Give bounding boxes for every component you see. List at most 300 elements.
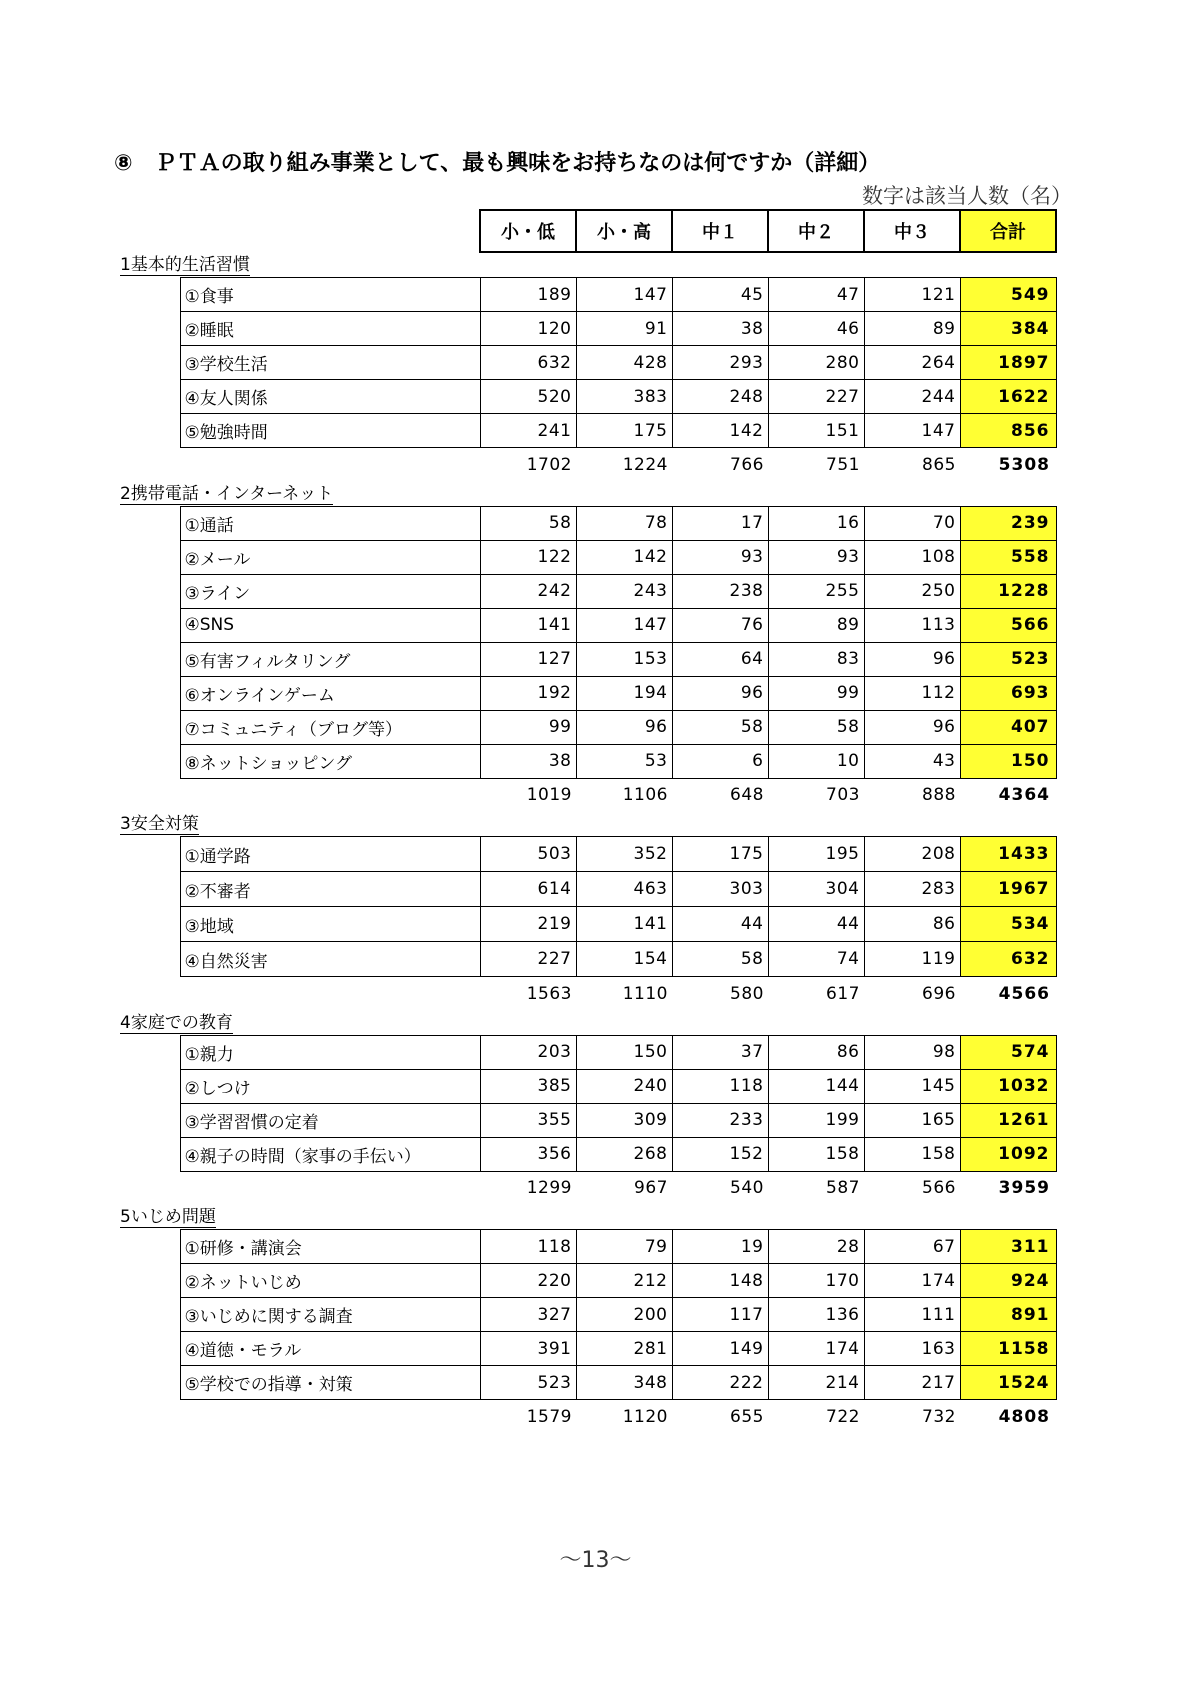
row-value: 98	[864, 1035, 960, 1069]
row-label: ④友人関係	[180, 380, 480, 414]
row-value: 268	[576, 1137, 672, 1171]
category-title	[120, 1205, 1072, 1229]
sum-value: 587	[826, 1178, 860, 1199]
sum-value: 766	[730, 454, 764, 475]
row-value: 83	[768, 642, 864, 676]
row-value: 250	[864, 574, 960, 608]
page-title: ⑧ ＰＴＡの取り組み事業として、最も興味をお持ちなのは何ですか（詳細）	[114, 151, 881, 176]
row-value: 280	[768, 346, 864, 380]
sum-total: 4566	[998, 983, 1050, 1004]
row-label: ⑤有害フィルタリング	[180, 642, 480, 676]
sum-label-blank	[180, 977, 480, 1011]
row-label: ①親力	[180, 1035, 480, 1069]
sum-value: 580	[730, 983, 764, 1004]
row-value: 227	[768, 380, 864, 414]
row-value: 111	[864, 1298, 960, 1332]
row-value: 121	[864, 278, 960, 312]
row-label: ⑤勉強時間	[180, 414, 480, 448]
row-value: 147	[864, 414, 960, 448]
row-value: 142	[576, 540, 672, 574]
row-value: 142	[672, 414, 768, 448]
table-row	[120, 312, 1056, 346]
row-indent	[120, 942, 180, 977]
row-total: 1897	[960, 346, 1056, 380]
row-value: 67	[864, 1230, 960, 1264]
row-value: 248	[672, 380, 768, 414]
row-indent	[120, 540, 180, 574]
sum-value: 1702	[526, 454, 572, 475]
row-value: 264	[864, 346, 960, 380]
table-row	[120, 1366, 1056, 1400]
row-value: 352	[576, 837, 672, 872]
row-value: 120	[480, 312, 576, 346]
row-total: 311	[960, 1230, 1056, 1264]
row-total: 384	[960, 312, 1056, 346]
sum-total: 3959	[998, 1178, 1050, 1199]
row-value: 46	[768, 312, 864, 346]
category-title	[120, 1011, 1072, 1035]
sum-value: 540	[730, 1178, 764, 1199]
row-value: 93	[672, 540, 768, 574]
header-col: 中２	[768, 210, 864, 252]
row-total: 1228	[960, 574, 1056, 608]
row-value: 199	[768, 1103, 864, 1137]
row-value: 240	[576, 1069, 672, 1103]
row-value: 37	[672, 1035, 768, 1069]
row-value: 108	[864, 540, 960, 574]
row-indent	[120, 710, 180, 744]
row-total: 534	[960, 907, 1056, 942]
row-value: 355	[480, 1103, 576, 1137]
category-title-text: 3安全対策	[120, 814, 199, 834]
row-indent	[120, 977, 180, 1011]
header-blank	[120, 210, 180, 252]
row-value: 96	[576, 710, 672, 744]
table-row	[120, 642, 1056, 676]
row-label: ④SNS	[180, 608, 480, 642]
row-value: 19	[672, 1230, 768, 1264]
row-value: 58	[672, 710, 768, 744]
row-total: 549	[960, 278, 1056, 312]
row-indent	[120, 778, 180, 812]
row-value: 43	[864, 744, 960, 778]
row-value: 200	[576, 1298, 672, 1332]
sum-label-blank	[180, 1400, 480, 1434]
sum-value: 1110	[622, 983, 668, 1004]
row-value: 86	[768, 1035, 864, 1069]
row-value: 147	[576, 278, 672, 312]
table-row	[120, 346, 1056, 380]
row-value: 44	[672, 907, 768, 942]
row-value: 523	[480, 1366, 576, 1400]
unit-note: 数字は該当人数（名）	[862, 184, 1072, 208]
row-value: 383	[576, 380, 672, 414]
row-total: 693	[960, 676, 1056, 710]
row-value: 241	[480, 414, 576, 448]
row-label: ③学習習慣の定着	[180, 1103, 480, 1137]
survey-table	[120, 209, 1072, 1434]
category-table	[120, 1035, 1057, 1206]
row-value: 227	[480, 942, 576, 977]
row-label: ⑦コミュニティ（ブログ等）	[180, 710, 480, 744]
sum-label-blank	[180, 448, 480, 482]
sum-value: 703	[826, 785, 860, 806]
row-value: 154	[576, 942, 672, 977]
row-value: 214	[768, 1366, 864, 1400]
row-value: 58	[672, 942, 768, 977]
sum-value: 751	[826, 454, 860, 475]
row-indent	[120, 1298, 180, 1332]
sum-row	[120, 1171, 1056, 1205]
category-table	[120, 836, 1057, 1011]
table-row	[120, 414, 1056, 448]
header-col-total: 合計	[960, 210, 1056, 252]
row-value: 79	[576, 1230, 672, 1264]
row-value: 118	[672, 1069, 768, 1103]
header-blank	[180, 210, 480, 252]
row-value: 47	[768, 278, 864, 312]
row-total: 924	[960, 1264, 1056, 1298]
row-value: 145	[864, 1069, 960, 1103]
row-value: 153	[576, 642, 672, 676]
row-value: 148	[672, 1264, 768, 1298]
row-indent	[120, 1264, 180, 1298]
row-label: ⑤学校での指導・対策	[180, 1366, 480, 1400]
row-indent	[120, 278, 180, 312]
row-indent	[120, 1103, 180, 1137]
row-value: 632	[480, 346, 576, 380]
row-value: 76	[672, 608, 768, 642]
row-value: 136	[768, 1298, 864, 1332]
header-col: 小・高	[576, 210, 672, 252]
row-value: 53	[576, 744, 672, 778]
row-value: 58	[768, 710, 864, 744]
row-total: 1158	[960, 1332, 1056, 1366]
row-value: 195	[768, 837, 864, 872]
row-label: ②睡眠	[180, 312, 480, 346]
row-label: ②不審者	[180, 872, 480, 907]
table-row	[120, 540, 1056, 574]
row-value: 96	[672, 676, 768, 710]
row-value: 220	[480, 1264, 576, 1298]
row-label: ①食事	[180, 278, 480, 312]
row-value: 194	[576, 676, 672, 710]
row-indent	[120, 380, 180, 414]
table-row	[120, 710, 1056, 744]
row-total: 1524	[960, 1366, 1056, 1400]
row-label: ④親子の時間（家事の手伝い）	[180, 1137, 480, 1171]
row-label: ①通話	[180, 506, 480, 540]
table-row	[120, 1069, 1056, 1103]
row-value: 463	[576, 872, 672, 907]
category-table	[120, 1229, 1057, 1434]
row-value: 141	[576, 907, 672, 942]
row-value: 112	[864, 676, 960, 710]
row-value: 89	[864, 312, 960, 346]
table-row	[120, 907, 1056, 942]
sum-value: 1106	[622, 785, 668, 806]
row-value: 17	[672, 506, 768, 540]
row-indent	[120, 1332, 180, 1366]
row-value: 28	[768, 1230, 864, 1264]
row-value: 158	[864, 1137, 960, 1171]
row-value: 614	[480, 872, 576, 907]
sum-row	[120, 977, 1056, 1011]
row-value: 113	[864, 608, 960, 642]
row-indent	[120, 1400, 180, 1434]
page-number: ～13～	[559, 1548, 632, 1573]
row-value: 244	[864, 380, 960, 414]
row-label: ④道徳・モラル	[180, 1332, 480, 1366]
row-indent	[120, 744, 180, 778]
sum-row	[120, 1400, 1056, 1434]
sum-total: 4808	[998, 1406, 1050, 1427]
category-title-text: 4家庭での教育	[120, 1012, 233, 1033]
sum-total: 5308	[998, 454, 1050, 475]
sum-value: 648	[730, 785, 764, 806]
row-value: 141	[480, 608, 576, 642]
table-row	[120, 872, 1056, 907]
row-value: 348	[576, 1366, 672, 1400]
category-title-text: 1基本的生活習慣	[120, 255, 250, 275]
category-table	[120, 506, 1057, 813]
sum-row	[120, 778, 1056, 812]
sum-label-blank	[180, 778, 480, 812]
row-total: 856	[960, 414, 1056, 448]
table-row	[120, 1264, 1056, 1298]
row-value: 117	[672, 1298, 768, 1332]
table-row	[120, 744, 1056, 778]
row-indent	[120, 506, 180, 540]
row-value: 175	[672, 837, 768, 872]
row-total: 558	[960, 540, 1056, 574]
category-title	[120, 812, 1072, 836]
row-total: 1967	[960, 872, 1056, 907]
table-row	[120, 1230, 1056, 1264]
row-value: 222	[672, 1366, 768, 1400]
table-row	[120, 676, 1056, 710]
row-value: 174	[768, 1332, 864, 1366]
row-value: 149	[672, 1332, 768, 1366]
row-indent	[120, 1366, 180, 1400]
table-row	[120, 608, 1056, 642]
sum-value: 655	[730, 1406, 764, 1427]
row-indent	[120, 676, 180, 710]
sum-value: 967	[634, 1178, 668, 1199]
sum-value: 1224	[622, 454, 668, 475]
row-value: 385	[480, 1069, 576, 1103]
row-indent	[120, 346, 180, 380]
row-value: 203	[480, 1035, 576, 1069]
row-label: ②メール	[180, 540, 480, 574]
sum-label-blank	[180, 1171, 480, 1205]
row-value: 503	[480, 837, 576, 872]
row-label: ①研修・講演会	[180, 1230, 480, 1264]
category-title-text: 5いじめ問題	[120, 1207, 216, 1227]
row-value: 99	[768, 676, 864, 710]
row-indent	[120, 642, 180, 676]
table-row	[120, 506, 1056, 540]
row-label: ④自然災害	[180, 942, 480, 977]
row-total: 407	[960, 710, 1056, 744]
row-indent	[120, 872, 180, 907]
row-value: 281	[576, 1332, 672, 1366]
row-value: 58	[480, 506, 576, 540]
row-total: 1032	[960, 1069, 1056, 1103]
row-value: 152	[672, 1137, 768, 1171]
row-value: 119	[864, 942, 960, 977]
row-total: 632	[960, 942, 1056, 977]
row-value: 208	[864, 837, 960, 872]
category-block	[120, 1205, 1072, 1434]
sum-value: 1299	[526, 1178, 572, 1199]
row-value: 520	[480, 380, 576, 414]
row-indent	[120, 1171, 180, 1205]
row-total: 1433	[960, 837, 1056, 872]
row-value: 45	[672, 278, 768, 312]
row-value: 391	[480, 1332, 576, 1366]
header-col: 小・低	[480, 210, 576, 252]
table-row	[120, 278, 1056, 312]
category-title-text: 2携帯電話・インターネット	[120, 483, 334, 504]
row-label: ①通学路	[180, 837, 480, 872]
row-value: 10	[768, 744, 864, 778]
row-label: ③いじめに関する調査	[180, 1298, 480, 1332]
row-label: ③学校生活	[180, 346, 480, 380]
table-row	[120, 1332, 1056, 1366]
row-value: 64	[672, 642, 768, 676]
row-indent	[120, 414, 180, 448]
row-value: 170	[768, 1264, 864, 1298]
header-row	[120, 210, 1056, 252]
row-value: 356	[480, 1137, 576, 1171]
row-total: 1261	[960, 1103, 1056, 1137]
row-value: 189	[480, 278, 576, 312]
row-indent	[120, 1035, 180, 1069]
row-value: 144	[768, 1069, 864, 1103]
table-row	[120, 1298, 1056, 1332]
row-value: 175	[576, 414, 672, 448]
sum-value: 888	[922, 785, 956, 806]
row-value: 233	[672, 1103, 768, 1137]
category-block	[120, 812, 1072, 1011]
row-indent	[120, 448, 180, 482]
row-value: 158	[768, 1137, 864, 1171]
row-label: ③地域	[180, 907, 480, 942]
row-value: 242	[480, 574, 576, 608]
row-value: 428	[576, 346, 672, 380]
row-value: 243	[576, 574, 672, 608]
category-table	[120, 277, 1057, 482]
header-col: 中１	[672, 210, 768, 252]
row-value: 293	[672, 346, 768, 380]
row-value: 118	[480, 1230, 576, 1264]
row-total: 150	[960, 744, 1056, 778]
row-value: 165	[864, 1103, 960, 1137]
row-label: ②しつけ	[180, 1069, 480, 1103]
sum-value: 865	[922, 454, 956, 475]
row-value: 163	[864, 1332, 960, 1366]
category-block	[120, 253, 1072, 482]
row-value: 219	[480, 907, 576, 942]
row-value: 309	[576, 1103, 672, 1137]
category-block	[120, 482, 1072, 813]
row-value: 150	[576, 1035, 672, 1069]
row-value: 70	[864, 506, 960, 540]
row-indent	[120, 608, 180, 642]
row-value: 91	[576, 312, 672, 346]
row-value: 212	[576, 1264, 672, 1298]
row-value: 44	[768, 907, 864, 942]
row-value: 217	[864, 1366, 960, 1400]
table-row	[120, 380, 1056, 414]
row-value: 151	[768, 414, 864, 448]
header-col: 中３	[864, 210, 960, 252]
sum-value: 696	[922, 983, 956, 1004]
table-row	[120, 1035, 1056, 1069]
row-value: 74	[768, 942, 864, 977]
table-row	[120, 1137, 1056, 1171]
row-value: 303	[672, 872, 768, 907]
row-value: 38	[480, 744, 576, 778]
row-value: 93	[768, 540, 864, 574]
table-row	[120, 1103, 1056, 1137]
row-value: 283	[864, 872, 960, 907]
table-row	[120, 942, 1056, 977]
row-value: 122	[480, 540, 576, 574]
row-value: 147	[576, 608, 672, 642]
row-value: 86	[864, 907, 960, 942]
row-indent	[120, 574, 180, 608]
row-total: 239	[960, 506, 1056, 540]
row-value: 192	[480, 676, 576, 710]
row-value: 238	[672, 574, 768, 608]
sum-total: 4364	[998, 785, 1050, 806]
table-row	[120, 837, 1056, 872]
row-value: 16	[768, 506, 864, 540]
categories-container	[120, 253, 1072, 1434]
row-indent	[120, 837, 180, 872]
row-indent	[120, 312, 180, 346]
row-total: 523	[960, 642, 1056, 676]
row-value: 96	[864, 710, 960, 744]
row-total: 1092	[960, 1137, 1056, 1171]
row-value: 89	[768, 608, 864, 642]
row-value: 96	[864, 642, 960, 676]
sum-value: 566	[922, 1178, 956, 1199]
sum-value: 732	[922, 1406, 956, 1427]
sum-row	[120, 448, 1056, 482]
row-value: 174	[864, 1264, 960, 1298]
row-total: 1622	[960, 380, 1056, 414]
row-value: 127	[480, 642, 576, 676]
sum-value: 722	[826, 1406, 860, 1427]
table-row	[120, 574, 1056, 608]
row-label: ③ライン	[180, 574, 480, 608]
row-value: 78	[576, 506, 672, 540]
row-value: 99	[480, 710, 576, 744]
row-value: 255	[768, 574, 864, 608]
row-label: ⑧ネットショッピング	[180, 744, 480, 778]
row-label: ⑥オンラインゲーム	[180, 676, 480, 710]
category-title	[120, 253, 1072, 277]
row-label: ②ネットいじめ	[180, 1264, 480, 1298]
row-indent	[120, 1137, 180, 1171]
row-indent	[120, 1069, 180, 1103]
category-block	[120, 1011, 1072, 1206]
header-table	[120, 209, 1057, 253]
row-total: 891	[960, 1298, 1056, 1332]
